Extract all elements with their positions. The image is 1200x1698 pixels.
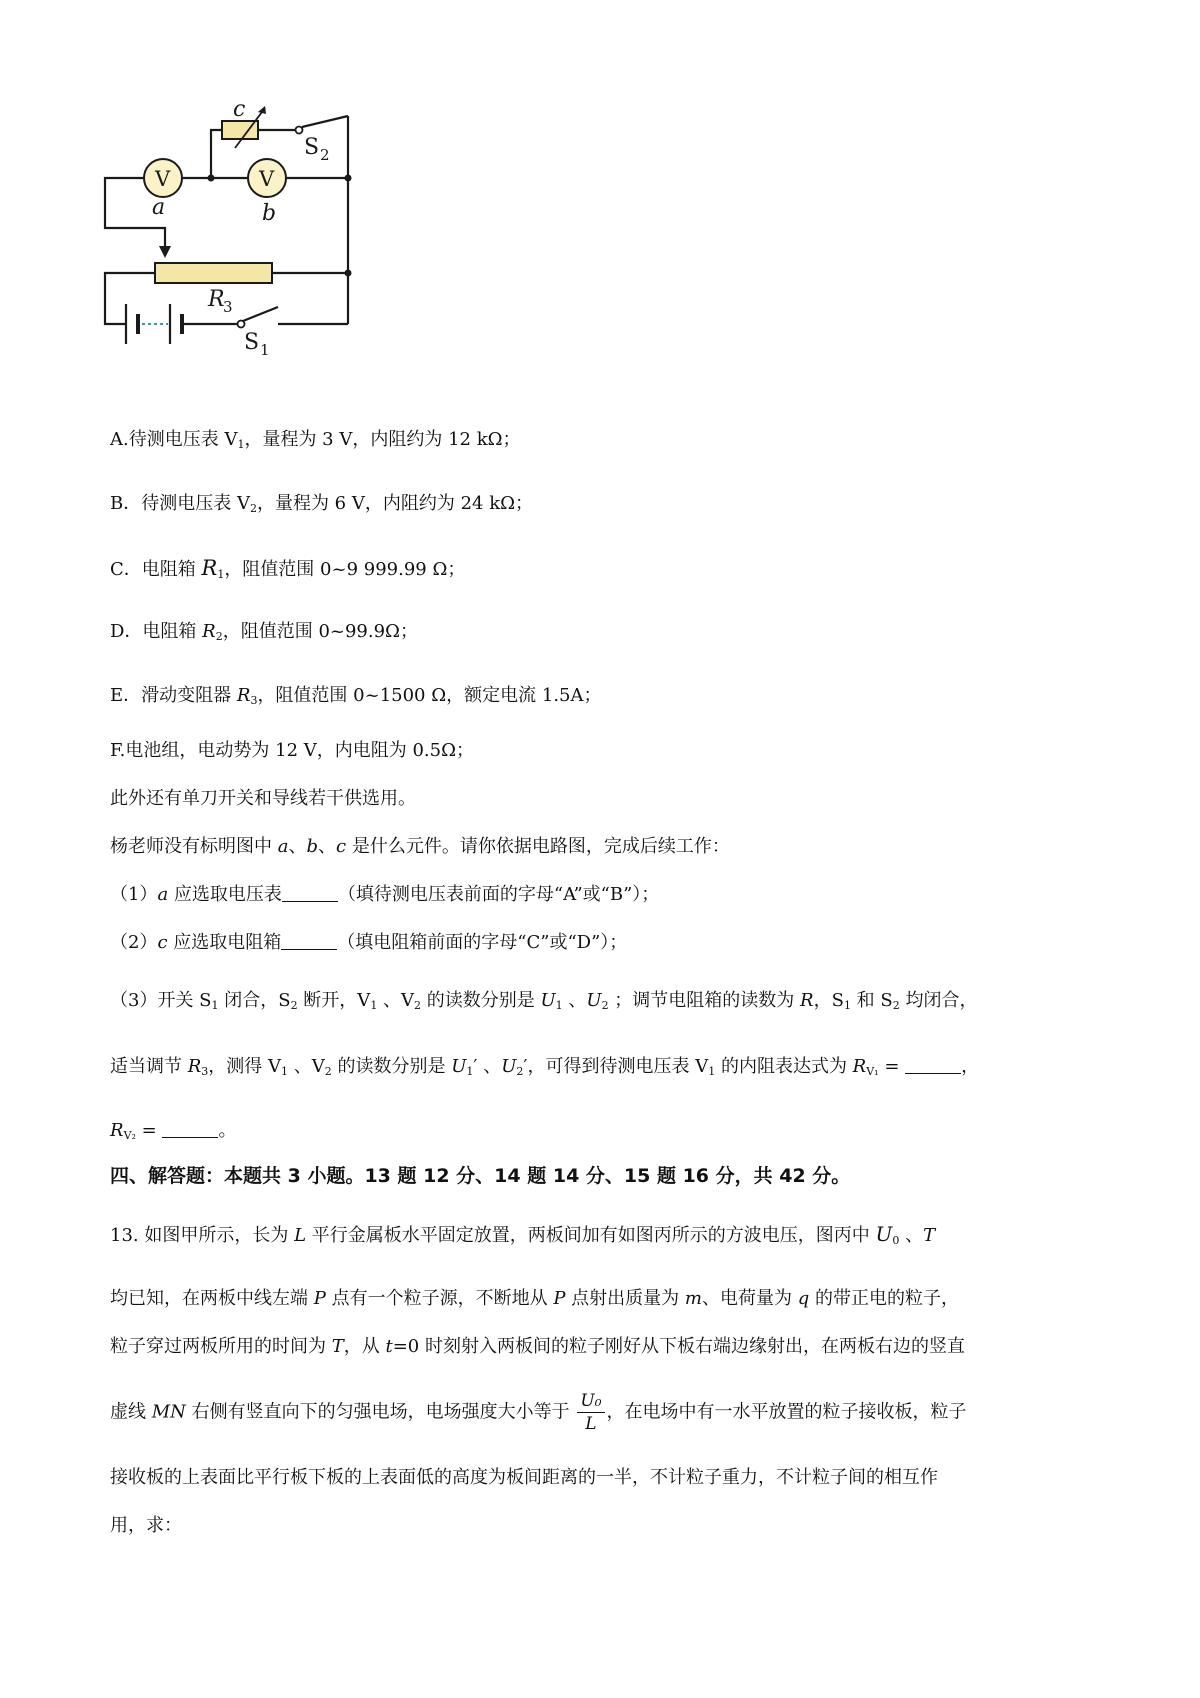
meter-b-symbol: V (259, 167, 275, 191)
rheostat-r3 (155, 263, 272, 283)
problem-13-line-2: 均已知，在两板中线左端 P 点有一个粒子源，不断地从 P 点射出质量为 m、电荷量为 q 的带正电的粒子， (110, 1288, 959, 1309)
section-heading: 四、解答题：本题共 3 小题。13 题 12 分、14 题 14 分、15 题 16 分，共 42 分。 (110, 1165, 851, 1187)
label-s1: S (244, 330, 260, 355)
switch-s2-contact (296, 127, 303, 134)
label-s2: S (304, 135, 320, 160)
problem-13-line-1: 13. 如图甲所示，长为 L 平行金属板水平固定放置，两板间加有如图丙所示的方波电压，图丙中 $U_0$ 、T (110, 1222, 936, 1247)
answer-blank[interactable] (281, 931, 337, 950)
meter-a-symbol: V (155, 167, 171, 191)
intro-text: 杨老师没有标明图中 a、b、c 是什么元件。请你依据电路图，完成后续工作： (110, 836, 730, 857)
option-d: D．电阻箱 $R_2$，阻值范围 0~99.9Ω； (110, 621, 418, 643)
label-a: a (152, 195, 166, 220)
question-3-line-3: $R_{V_2}$ = 。 (110, 1120, 237, 1142)
option-b: B．待测电压表 $V_2$，量程为 6 V，内阻约为 24 kΩ； (110, 493, 534, 515)
problem-13-line-5: 接收板的上表面比平行板下板的上表面低的高度为板间距离的一半，不计粒子重力，不计粒子间的相互作 (110, 1467, 938, 1488)
question-1: （1）a 应选取电压表 （填待测电压表前面的字母“A”或“B”）； (110, 884, 660, 905)
label-r3-sub: 3 (223, 298, 233, 316)
option-c: C．电阻箱 $R_1$，阻值范围 0~9 999.99 Ω； (110, 556, 466, 581)
option-f: F.电池组，电动势为 12 V，内电阻为 0.5Ω； (110, 740, 475, 761)
problem-13-line-3: 粒子穿过两板所用的时间为 T，从 t=0 时刻射入两板间的粒子刚好从下板右端边缘射出，在两板右边的竖直 (110, 1336, 965, 1357)
label-s2-sub: 2 (320, 146, 330, 164)
circuit-diagram (100, 100, 360, 360)
label-b: b (262, 201, 277, 226)
problem-13-line-4: 虚线 MN 右侧有竖直向下的匀强电场，电场强度大小等于 $\frac{\text{U₀}}{L}$ ，在电场中有一水平放置的粒子接收板，粒子 (110, 1391, 967, 1434)
problem-13-line-6: 用，求： (110, 1515, 182, 1536)
question-3-line-1: （3）开关 $S_1$ 闭合，$S_2$ 断开，$V_1$ 、$V_2$ 的读数分别是 $U_1$ 、$U_2$ ；调节电阻箱的读数为 R，$S_1$ 和 $S_2$ 均闭合， (110, 990, 978, 1012)
slider-arrowhead (159, 246, 171, 258)
label-r3: R (208, 287, 225, 312)
junction-dot (208, 175, 215, 182)
question-3-line-2: 适当调节 $R_3$，测得 $V_1$ 、$V_2$ 的读数分别是 $U_1'$ 、$U_2'$，可得到待测电压表 $V_1$ 的内阻表达式为 $R_{V_1}$ = ， (110, 1056, 980, 1078)
extra-note: 此外还有单刀开关和导线若干供选用。 (110, 788, 416, 809)
label-s1-sub: 1 (260, 341, 270, 359)
switch-s1-contact (238, 321, 245, 328)
option-e: E．滑动变阻器 $R_3$，阻值范围 0~1500 Ω，额定电流 1.5A； (110, 685, 602, 707)
variable-arrowhead (258, 106, 266, 114)
answer-blank[interactable] (282, 883, 338, 902)
answer-blank-rv2[interactable] (162, 1119, 218, 1138)
question-2: （2）c 应选取电阻箱 （填电阻箱前面的字母“C”或“D”）； (110, 932, 628, 953)
answer-blank-rv1[interactable] (905, 1055, 961, 1074)
label-c: c (233, 100, 246, 122)
fraction-u0-over-l: $\frac{\text{U₀}}{L}$ (577, 1390, 604, 1435)
junction-dot (345, 175, 352, 182)
option-a: A.待测电压表 $V_1$，量程为 3 V，内阻约为 12 kΩ； (110, 429, 521, 451)
junction-dot (345, 270, 352, 277)
